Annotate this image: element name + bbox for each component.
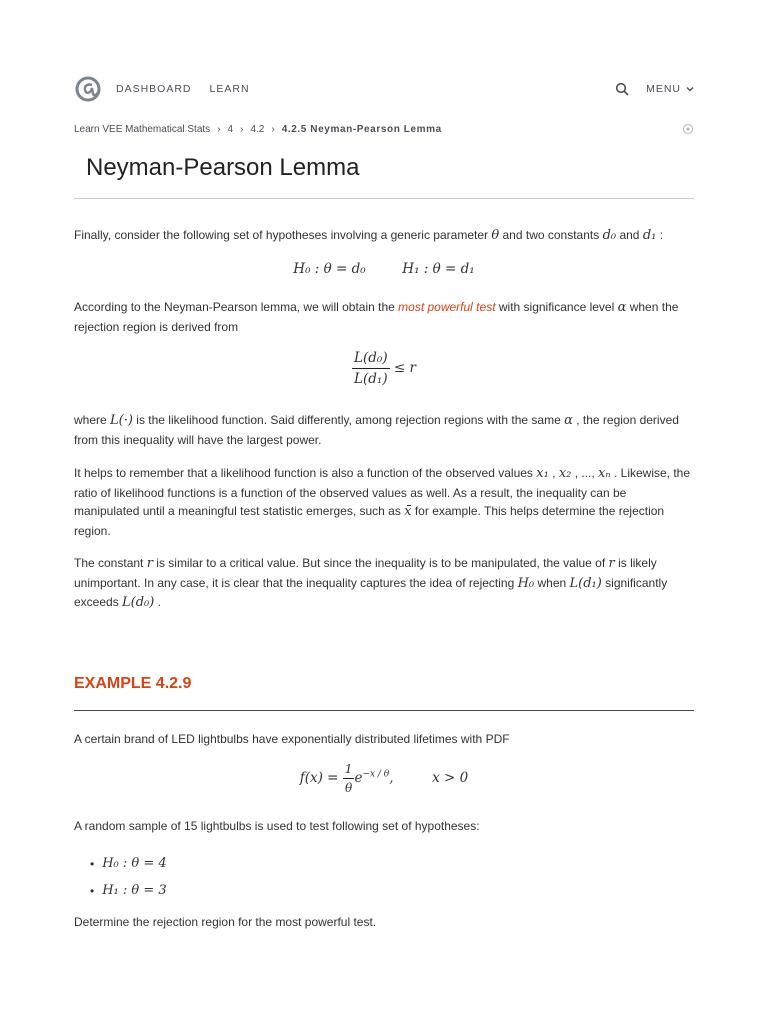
math-L-d1: L(d₁) — [569, 575, 602, 591]
equation-likelihood-ratio — [74, 350, 694, 387]
math-L-d0: L(d₀) — [122, 595, 155, 610]
fraction-numerator: 1 — [343, 762, 355, 779]
hypothesis-h0: H₀ : θ = 4 — [102, 856, 167, 871]
bullet: • — [90, 883, 95, 898]
fraction-numerator: L(d₀) — [352, 350, 390, 369]
page-title: Neyman-Pearson Lemma — [86, 154, 360, 181]
most-powerful-test-link[interactable]: most powerful test — [398, 300, 496, 314]
text: and — [616, 228, 643, 242]
hypotheses-list — [90, 850, 167, 904]
math-exponent: −x / θ — [362, 769, 390, 780]
at-sign-logo-icon[interactable] — [74, 75, 102, 103]
list-item — [90, 850, 167, 877]
math-xn: xₙ — [598, 466, 611, 481]
math-d0: d₀ — [602, 228, 617, 243]
text: is the likelihood function. Said differently, among rejection regions with the same — [132, 413, 565, 427]
paragraph-constant-r — [74, 554, 694, 613]
bullet: • — [90, 856, 95, 871]
math-pdf-lhs: f(x) = — [299, 770, 339, 786]
math-d1: d₁ — [642, 228, 657, 243]
breadcrumb-current: 4.2.5 Neyman-Pearson Lemma — [281, 123, 442, 135]
math-alpha: α — [564, 413, 573, 428]
example-title: EXAMPLE 4.2.9 — [74, 675, 192, 692]
chevron-right-icon: › — [271, 123, 275, 135]
text: According to the Neyman-Pearson lemma, we will obtain the — [74, 300, 399, 314]
text: . — [154, 595, 162, 609]
math-L-dot: L(·) — [110, 413, 133, 428]
text: : — [656, 228, 664, 242]
breadcrumb-item-course[interactable]: Learn VEE Mathematical Stats — [74, 123, 211, 135]
menu-button[interactable] — [646, 83, 694, 95]
text: when — [534, 575, 570, 590]
text: significantly exceeds — [74, 575, 668, 609]
equation-pdf — [74, 762, 694, 795]
text: It helps to remember that a likelihood function is also a function of the observed values — [74, 466, 537, 480]
chevron-right-icon: › — [217, 123, 221, 135]
math-h0: H₀ : θ = d₀ — [293, 261, 366, 277]
math-x2: x₂ — [558, 466, 572, 481]
chevron-down-icon — [686, 85, 694, 93]
nav-learn-link[interactable]: LEARN — [209, 83, 250, 95]
paragraph-neyman-pearson — [74, 298, 694, 336]
text: for example. This helps determine the rejection region. — [74, 504, 665, 538]
text: is similar to a critical value. But since the inequality is to be manipulated, the value of — [152, 556, 609, 570]
math-e: e — [354, 770, 363, 786]
text: with significance level — [495, 300, 618, 314]
example-question: Determine the rejection region for the most powerful test. — [74, 915, 377, 929]
example-sample: A random sample of 15 lightbulbs is used to test following set of hypotheses: — [74, 819, 480, 833]
fraction — [343, 762, 355, 795]
chevron-right-icon: › — [240, 123, 244, 135]
math-r: r — [608, 556, 615, 571]
math-x1: x₁ — [536, 466, 549, 481]
circle-dot-icon[interactable] — [682, 123, 694, 135]
text: . Likewise, the ratio of likelihood functions is a function of the observed values as well. As a result, the inequality can be manipulated until a meaningful test statistic emerges, such as — [74, 466, 691, 518]
math-condition: x > 0 — [432, 770, 469, 786]
text: , — [548, 466, 559, 480]
nav-dashboard-link[interactable]: DASHBOARD — [116, 83, 192, 95]
text: when the rejection region is derived from — [74, 300, 679, 334]
math-H0: H₀ — [517, 575, 535, 591]
menu-label: MENU — [646, 83, 681, 95]
paragraph-likelihood — [74, 411, 694, 449]
breadcrumb — [74, 122, 694, 136]
top-nav — [74, 74, 694, 104]
example-intro: A certain brand of LED lightbulbs have exponentially distributed lifetimes with PDF — [74, 732, 510, 746]
list-item — [90, 877, 167, 904]
fraction-denominator: L(d₁) — [354, 371, 388, 387]
text: where — [74, 413, 111, 427]
fraction — [352, 350, 390, 387]
paragraph-observed-values — [74, 464, 694, 540]
text: The constant — [74, 556, 147, 570]
hypothesis-h1: H₁ : θ = 3 — [102, 883, 167, 898]
math-theta: θ — [491, 228, 500, 243]
fraction-denominator: θ — [345, 781, 353, 795]
math-comma: , — [389, 770, 394, 786]
text: is likely unimportant. In any case, it is clear that the inequality captures the idea of rejecting — [74, 556, 657, 590]
math-r: r — [146, 556, 153, 571]
math-alpha: α — [617, 300, 627, 315]
breadcrumb-item-chapter[interactable]: 4 — [227, 123, 234, 135]
math-rhs: ≤ r — [393, 360, 416, 376]
text: Finally, consider the following set of hypotheses involving a generic parameter — [74, 228, 492, 242]
math-h1: H₁ : θ = d₁ — [402, 261, 475, 277]
equation-hypotheses — [74, 261, 694, 277]
text: and two constants — [499, 228, 603, 242]
text: , the region derived from this inequality will have the largest power. — [74, 413, 679, 447]
text: , ..., — [571, 466, 599, 480]
math-xbar: x̄ — [404, 504, 412, 519]
title-divider — [74, 198, 694, 199]
breadcrumb-item-section[interactable]: 4.2 — [250, 123, 265, 135]
nav-right — [615, 82, 694, 96]
example-divider — [74, 710, 694, 711]
search-icon[interactable] — [615, 82, 629, 96]
paragraph-hypotheses-intro — [74, 226, 694, 246]
